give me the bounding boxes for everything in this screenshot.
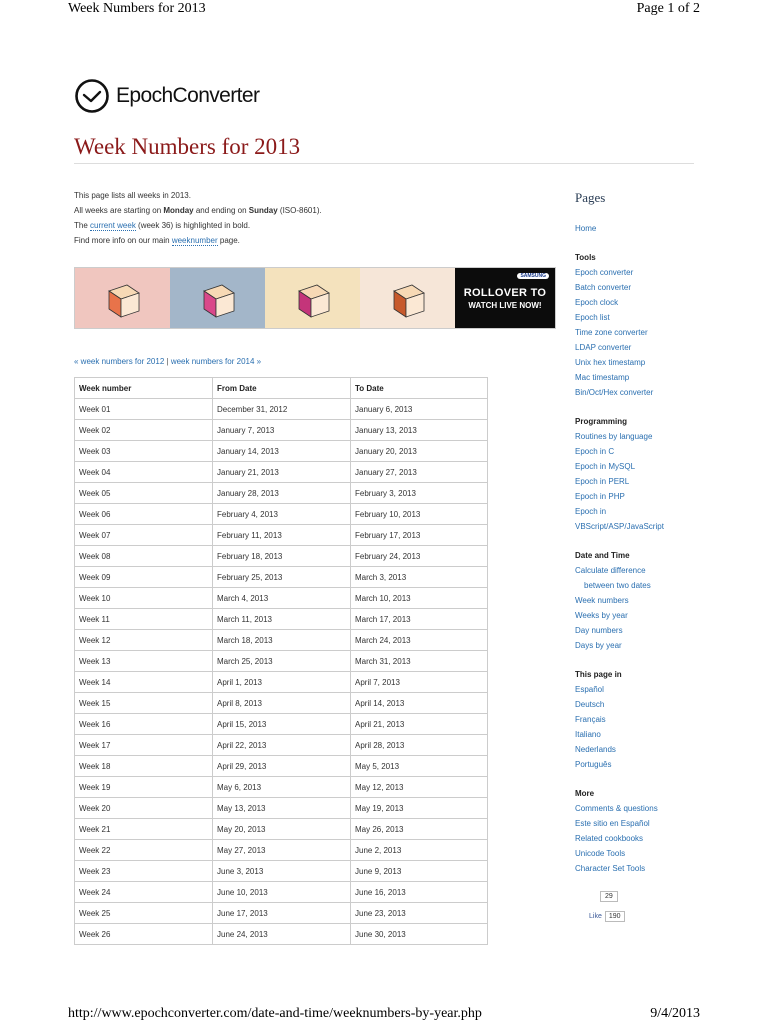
sidebar-link[interactable]: Week numbers <box>575 596 629 605</box>
table-row <box>75 567 488 588</box>
sidebar-link[interactable]: Character Set Tools <box>575 864 646 873</box>
from-date-cell: June 24, 2013 <box>213 924 351 945</box>
sidebar-link[interactable]: between two dates <box>584 581 651 590</box>
to-date-cell: May 5, 2013 <box>351 756 488 777</box>
table-row <box>75 798 488 819</box>
sidebar-item <box>575 623 685 638</box>
share-count: 29 <box>600 891 618 902</box>
sidebar-item <box>575 712 685 727</box>
intro-text-run: page. <box>217 236 240 245</box>
table-row <box>75 903 488 924</box>
sidebar-section-list <box>575 682 685 772</box>
sidebar-section-heading: More <box>575 789 595 798</box>
intro-line-1: This page lists all weeks in 2013. <box>74 191 191 200</box>
sidebar-link[interactable]: VBScript/ASP/JavaScript <box>575 522 664 531</box>
ad-cta-line-1: ROLLOVER TO <box>463 286 547 299</box>
sidebar-section-list <box>575 429 685 534</box>
sidebar-link[interactable]: Epoch converter <box>575 268 634 277</box>
sidebar-link[interactable]: Nederlands <box>575 745 616 754</box>
sidebar-link[interactable]: Epoch list <box>575 313 610 322</box>
sidebar-link[interactable]: Unicode Tools <box>575 849 626 858</box>
table-row <box>75 420 488 441</box>
sidebar-item <box>575 578 685 593</box>
week-number-cell: Week 12 <box>75 630 213 651</box>
week-number-cell: Week 11 <box>75 609 213 630</box>
sidebar-item <box>575 682 685 697</box>
sidebar-link[interactable]: Mac timestamp <box>575 373 630 382</box>
sidebar-section-heading: Programming <box>575 417 628 426</box>
prev-year-link[interactable]: « week numbers for 2012 <box>74 357 165 366</box>
intro-text-run: All weeks are starting on <box>74 206 164 215</box>
table-row <box>75 546 488 567</box>
page-title: Week Numbers for 2013 <box>74 134 301 159</box>
to-date-cell: January 27, 2013 <box>351 462 488 483</box>
to-date-cell: May 12, 2013 <box>351 777 488 798</box>
week-number-cell: Week 14 <box>75 672 213 693</box>
week-number-cell: Week 18 <box>75 756 213 777</box>
print-footer-date: 9/4/2013 <box>650 1006 700 1021</box>
table-row <box>75 630 488 651</box>
ad-cta[interactable] <box>455 268 555 328</box>
print-footer-url: http://www.epochconverter.com/date-and-time/weeknumbers-by-year.php <box>68 1006 482 1021</box>
from-date-cell: February 11, 2013 <box>213 525 351 546</box>
from-date-cell: February 25, 2013 <box>213 567 351 588</box>
table-header-row <box>75 378 488 399</box>
sidebar-section-heading: This page in <box>575 670 622 679</box>
sidebar-link[interactable]: Português <box>575 760 612 769</box>
week-number-cell: Week 07 <box>75 525 213 546</box>
to-date-cell: April 14, 2013 <box>351 693 488 714</box>
table-row <box>75 672 488 693</box>
table-row <box>75 651 488 672</box>
from-date-cell: June 17, 2013 <box>213 903 351 924</box>
to-date-cell: March 24, 2013 <box>351 630 488 651</box>
week-number-cell: Week 03 <box>75 441 213 462</box>
to-date-cell: June 16, 2013 <box>351 882 488 903</box>
intro-text-run: and ending on <box>193 206 249 215</box>
to-date-cell: March 31, 2013 <box>351 651 488 672</box>
next-year-link[interactable]: week numbers for 2014 » <box>170 357 262 366</box>
sidebar-item <box>575 861 685 876</box>
week-number-cell: Week 16 <box>75 714 213 735</box>
week-number-cell: Week 13 <box>75 651 213 672</box>
sidebar-item <box>575 504 685 519</box>
sidebar-link[interactable]: LDAP converter <box>575 343 632 352</box>
sidebar-link[interactable]: Epoch in PHP <box>575 492 625 501</box>
ad-brand-logo: SAMSUNG <box>517 273 549 279</box>
site-logo[interactable] <box>74 78 259 114</box>
week-number-cell: Week 22 <box>75 840 213 861</box>
year-navigation <box>74 357 261 366</box>
like-count: 190 <box>605 911 625 922</box>
logo-text: EpochConverter <box>116 84 260 107</box>
from-date-cell: April 15, 2013 <box>213 714 351 735</box>
ad-box-graphic <box>198 275 238 321</box>
from-date-cell: February 4, 2013 <box>213 504 351 525</box>
sidebar-item <box>575 444 685 459</box>
sidebar-link[interactable]: Calculate difference <box>575 566 646 575</box>
sidebar-link[interactable]: Epoch in C <box>575 447 615 456</box>
table-row <box>75 525 488 546</box>
week-number-cell: Week 02 <box>75 420 213 441</box>
from-date-cell: March 4, 2013 <box>213 588 351 609</box>
week-number-cell: Week 20 <box>75 798 213 819</box>
to-date-cell: June 23, 2013 <box>351 903 488 924</box>
from-date-cell: March 11, 2013 <box>213 609 351 630</box>
sidebar-item <box>575 727 685 742</box>
title-divider <box>74 163 694 164</box>
facebook-widget <box>589 891 625 922</box>
sidebar-item <box>575 295 685 310</box>
sidebar-item <box>575 638 685 653</box>
table-row <box>75 462 488 483</box>
sidebar-item <box>575 489 685 504</box>
intro-bold-monday: Monday <box>163 206 194 215</box>
table-row <box>75 819 488 840</box>
sidebar-link[interactable]: Day numbers <box>575 626 623 635</box>
week-number-cell: Week 08 <box>75 546 213 567</box>
sidebar-item <box>575 474 685 489</box>
intro-text-run: (ISO-8601). <box>277 206 322 215</box>
ad-tile-4 <box>360 268 455 328</box>
intro-line-2 <box>74 203 322 218</box>
to-date-cell: March 3, 2013 <box>351 567 488 588</box>
table-row <box>75 840 488 861</box>
to-date-cell: May 19, 2013 <box>351 798 488 819</box>
week-number-cell: Week 23 <box>75 861 213 882</box>
table-row <box>75 441 488 462</box>
sidebar-link[interactable]: Time zone converter <box>575 328 648 337</box>
sidebar-link[interactable]: Unix hex timestamp <box>575 358 646 367</box>
column-header-from-date: From Date <box>213 378 351 399</box>
sidebar-item <box>575 355 685 370</box>
table-row <box>75 399 488 420</box>
sidebar-link[interactable]: Comments & questions <box>575 804 658 813</box>
ad-box-graphic <box>293 275 333 321</box>
to-date-cell: February 17, 2013 <box>351 525 488 546</box>
from-date-cell: January 21, 2013 <box>213 462 351 483</box>
sidebar-item <box>575 816 685 831</box>
advertisement-banner[interactable] <box>74 267 556 329</box>
sidebar-item <box>575 846 685 861</box>
to-date-cell: April 21, 2013 <box>351 714 488 735</box>
sidebar-item <box>575 801 685 816</box>
from-date-cell: May 20, 2013 <box>213 819 351 840</box>
sidebar-item <box>575 265 685 280</box>
ad-tile-2 <box>170 268 265 328</box>
table-row <box>75 735 488 756</box>
sidebar-link[interactable]: Days by year <box>575 641 622 650</box>
week-number-cell: Week 06 <box>75 504 213 525</box>
sidebar-section-heading: Tools <box>575 253 596 262</box>
table-row <box>75 714 488 735</box>
sidebar-item <box>575 563 685 578</box>
to-date-cell: June 30, 2013 <box>351 924 488 945</box>
sidebar-link[interactable]: Epoch in <box>575 507 607 516</box>
sidebar-link[interactable]: Epoch in MySQL <box>575 462 636 471</box>
sidebar-section-list <box>575 801 685 876</box>
like-row <box>589 911 625 922</box>
week-number-cell: Week 24 <box>75 882 213 903</box>
sidebar-item <box>575 325 685 340</box>
from-date-cell: March 25, 2013 <box>213 651 351 672</box>
print-header <box>68 1 700 17</box>
intro-text <box>74 188 322 248</box>
table-row <box>75 924 488 945</box>
table-row <box>75 483 488 504</box>
to-date-cell: March 10, 2013 <box>351 588 488 609</box>
sidebar-link[interactable]: Related cookbooks <box>575 834 644 843</box>
table-row <box>75 777 488 798</box>
sidebar-item <box>575 370 685 385</box>
sidebar-link[interactable]: Este sitio en Español <box>575 819 650 828</box>
sidebar-link[interactable]: Deutsch <box>575 700 605 709</box>
nav-separator: | <box>164 357 171 366</box>
sidebar-link[interactable]: Routines by language <box>575 432 653 441</box>
sidebar-item <box>575 221 685 236</box>
week-number-cell: Week 19 <box>75 777 213 798</box>
sidebar-item <box>575 831 685 846</box>
sidebar-link[interactable]: Français <box>575 715 606 724</box>
week-number-cell: Week 26 <box>75 924 213 945</box>
sidebar-section-list <box>575 563 685 653</box>
from-date-cell: April 1, 2013 <box>213 672 351 693</box>
sidebar-link[interactable]: Bin/Oct/Hex converter <box>575 388 654 397</box>
to-date-cell: January 20, 2013 <box>351 441 488 462</box>
sidebar-link[interactable]: Epoch clock <box>575 298 619 307</box>
to-date-cell: May 26, 2013 <box>351 819 488 840</box>
from-date-cell: January 7, 2013 <box>213 420 351 441</box>
intro-line-3 <box>74 218 322 233</box>
weeknumber-link[interactable]: weeknumber <box>171 236 218 245</box>
sidebar-item <box>575 340 685 355</box>
sidebar-link[interactable]: Home <box>575 224 597 233</box>
week-number-cell: Week 05 <box>75 483 213 504</box>
sidebar-section-list <box>575 221 685 236</box>
table-row <box>75 609 488 630</box>
sidebar-title: Pages <box>575 190 606 205</box>
week-number-cell: Week 15 <box>75 693 213 714</box>
table-row <box>75 588 488 609</box>
from-date-cell: April 8, 2013 <box>213 693 351 714</box>
week-number-cell: Week 21 <box>75 819 213 840</box>
ad-tile-1 <box>75 268 170 328</box>
week-number-cell: Week 09 <box>75 567 213 588</box>
from-date-cell: May 27, 2013 <box>213 840 351 861</box>
sidebar-item <box>575 385 685 400</box>
from-date-cell: April 22, 2013 <box>213 735 351 756</box>
from-date-cell: February 18, 2013 <box>213 546 351 567</box>
sidebar-item <box>575 310 685 325</box>
week-number-cell: Week 04 <box>75 462 213 483</box>
to-date-cell: April 28, 2013 <box>351 735 488 756</box>
print-footer <box>68 1006 700 1022</box>
sidebar-link[interactable]: Epoch in PERL <box>575 477 630 486</box>
sidebar-link[interactable]: Español <box>575 685 604 694</box>
from-date-cell: June 10, 2013 <box>213 882 351 903</box>
from-date-cell: January 14, 2013 <box>213 441 351 462</box>
from-date-cell: December 31, 2012 <box>213 399 351 420</box>
week-number-cell: Week 17 <box>75 735 213 756</box>
week-number-cell: Week 01 <box>75 399 213 420</box>
table-row <box>75 861 488 882</box>
current-week-link[interactable]: current week <box>90 221 136 230</box>
column-header-week-number: Week number <box>75 378 213 399</box>
to-date-cell: January 6, 2013 <box>351 399 488 420</box>
sidebar-item <box>575 757 685 772</box>
sidebar-item <box>575 593 685 608</box>
column-header-to-date: To Date <box>351 378 488 399</box>
to-date-cell: February 24, 2013 <box>351 546 488 567</box>
ad-box-graphic <box>103 275 143 321</box>
to-date-cell: June 2, 2013 <box>351 840 488 861</box>
like-button[interactable]: Like <box>589 913 602 920</box>
from-date-cell: June 3, 2013 <box>213 861 351 882</box>
sidebar <box>575 190 685 876</box>
week-numbers-table <box>74 377 488 945</box>
clock-icon <box>74 78 110 114</box>
table-body <box>75 399 488 945</box>
sidebar-item <box>575 697 685 712</box>
to-date-cell: January 13, 2013 <box>351 420 488 441</box>
intro-text-run: (week 36) is highlighted in bold. <box>135 221 251 230</box>
from-date-cell: May 13, 2013 <box>213 798 351 819</box>
sidebar-item <box>575 429 685 444</box>
table-row <box>75 882 488 903</box>
to-date-cell: February 10, 2013 <box>351 504 488 525</box>
to-date-cell: February 3, 2013 <box>351 483 488 504</box>
sidebar-link[interactable]: Batch converter <box>575 283 632 292</box>
sidebar-section-heading: Date and Time <box>575 551 630 560</box>
sidebar-item <box>575 459 685 474</box>
sidebar-item <box>575 742 685 757</box>
sidebar-link[interactable]: Weeks by year <box>575 611 628 620</box>
to-date-cell: April 7, 2013 <box>351 672 488 693</box>
week-number-cell: Week 25 <box>75 903 213 924</box>
sidebar-section-list <box>575 265 685 400</box>
week-number-cell: Week 10 <box>75 588 213 609</box>
intro-line-4 <box>74 233 322 248</box>
ad-cta-line-2: WATCH LIVE NOW! <box>468 300 542 310</box>
print-header-title: Week Numbers for 2013 <box>68 1 206 16</box>
from-date-cell: March 18, 2013 <box>213 630 351 651</box>
ad-tile-3 <box>265 268 360 328</box>
intro-bold-sunday: Sunday <box>248 206 278 215</box>
from-date-cell: May 6, 2013 <box>213 777 351 798</box>
print-page-number: Page 1 of 2 <box>636 1 700 16</box>
to-date-cell: June 9, 2013 <box>351 861 488 882</box>
sidebar-item <box>575 608 685 623</box>
from-date-cell: April 29, 2013 <box>213 756 351 777</box>
to-date-cell: March 17, 2013 <box>351 609 488 630</box>
intro-text-run: Find more info on our main <box>74 236 172 245</box>
from-date-cell: January 28, 2013 <box>213 483 351 504</box>
sidebar-item <box>575 519 685 534</box>
ad-box-graphic <box>388 275 428 321</box>
sidebar-item <box>575 280 685 295</box>
table-row <box>75 693 488 714</box>
table-row <box>75 756 488 777</box>
table-row <box>75 504 488 525</box>
intro-text-run: The <box>74 221 91 230</box>
sidebar-link[interactable]: Italiano <box>575 730 601 739</box>
